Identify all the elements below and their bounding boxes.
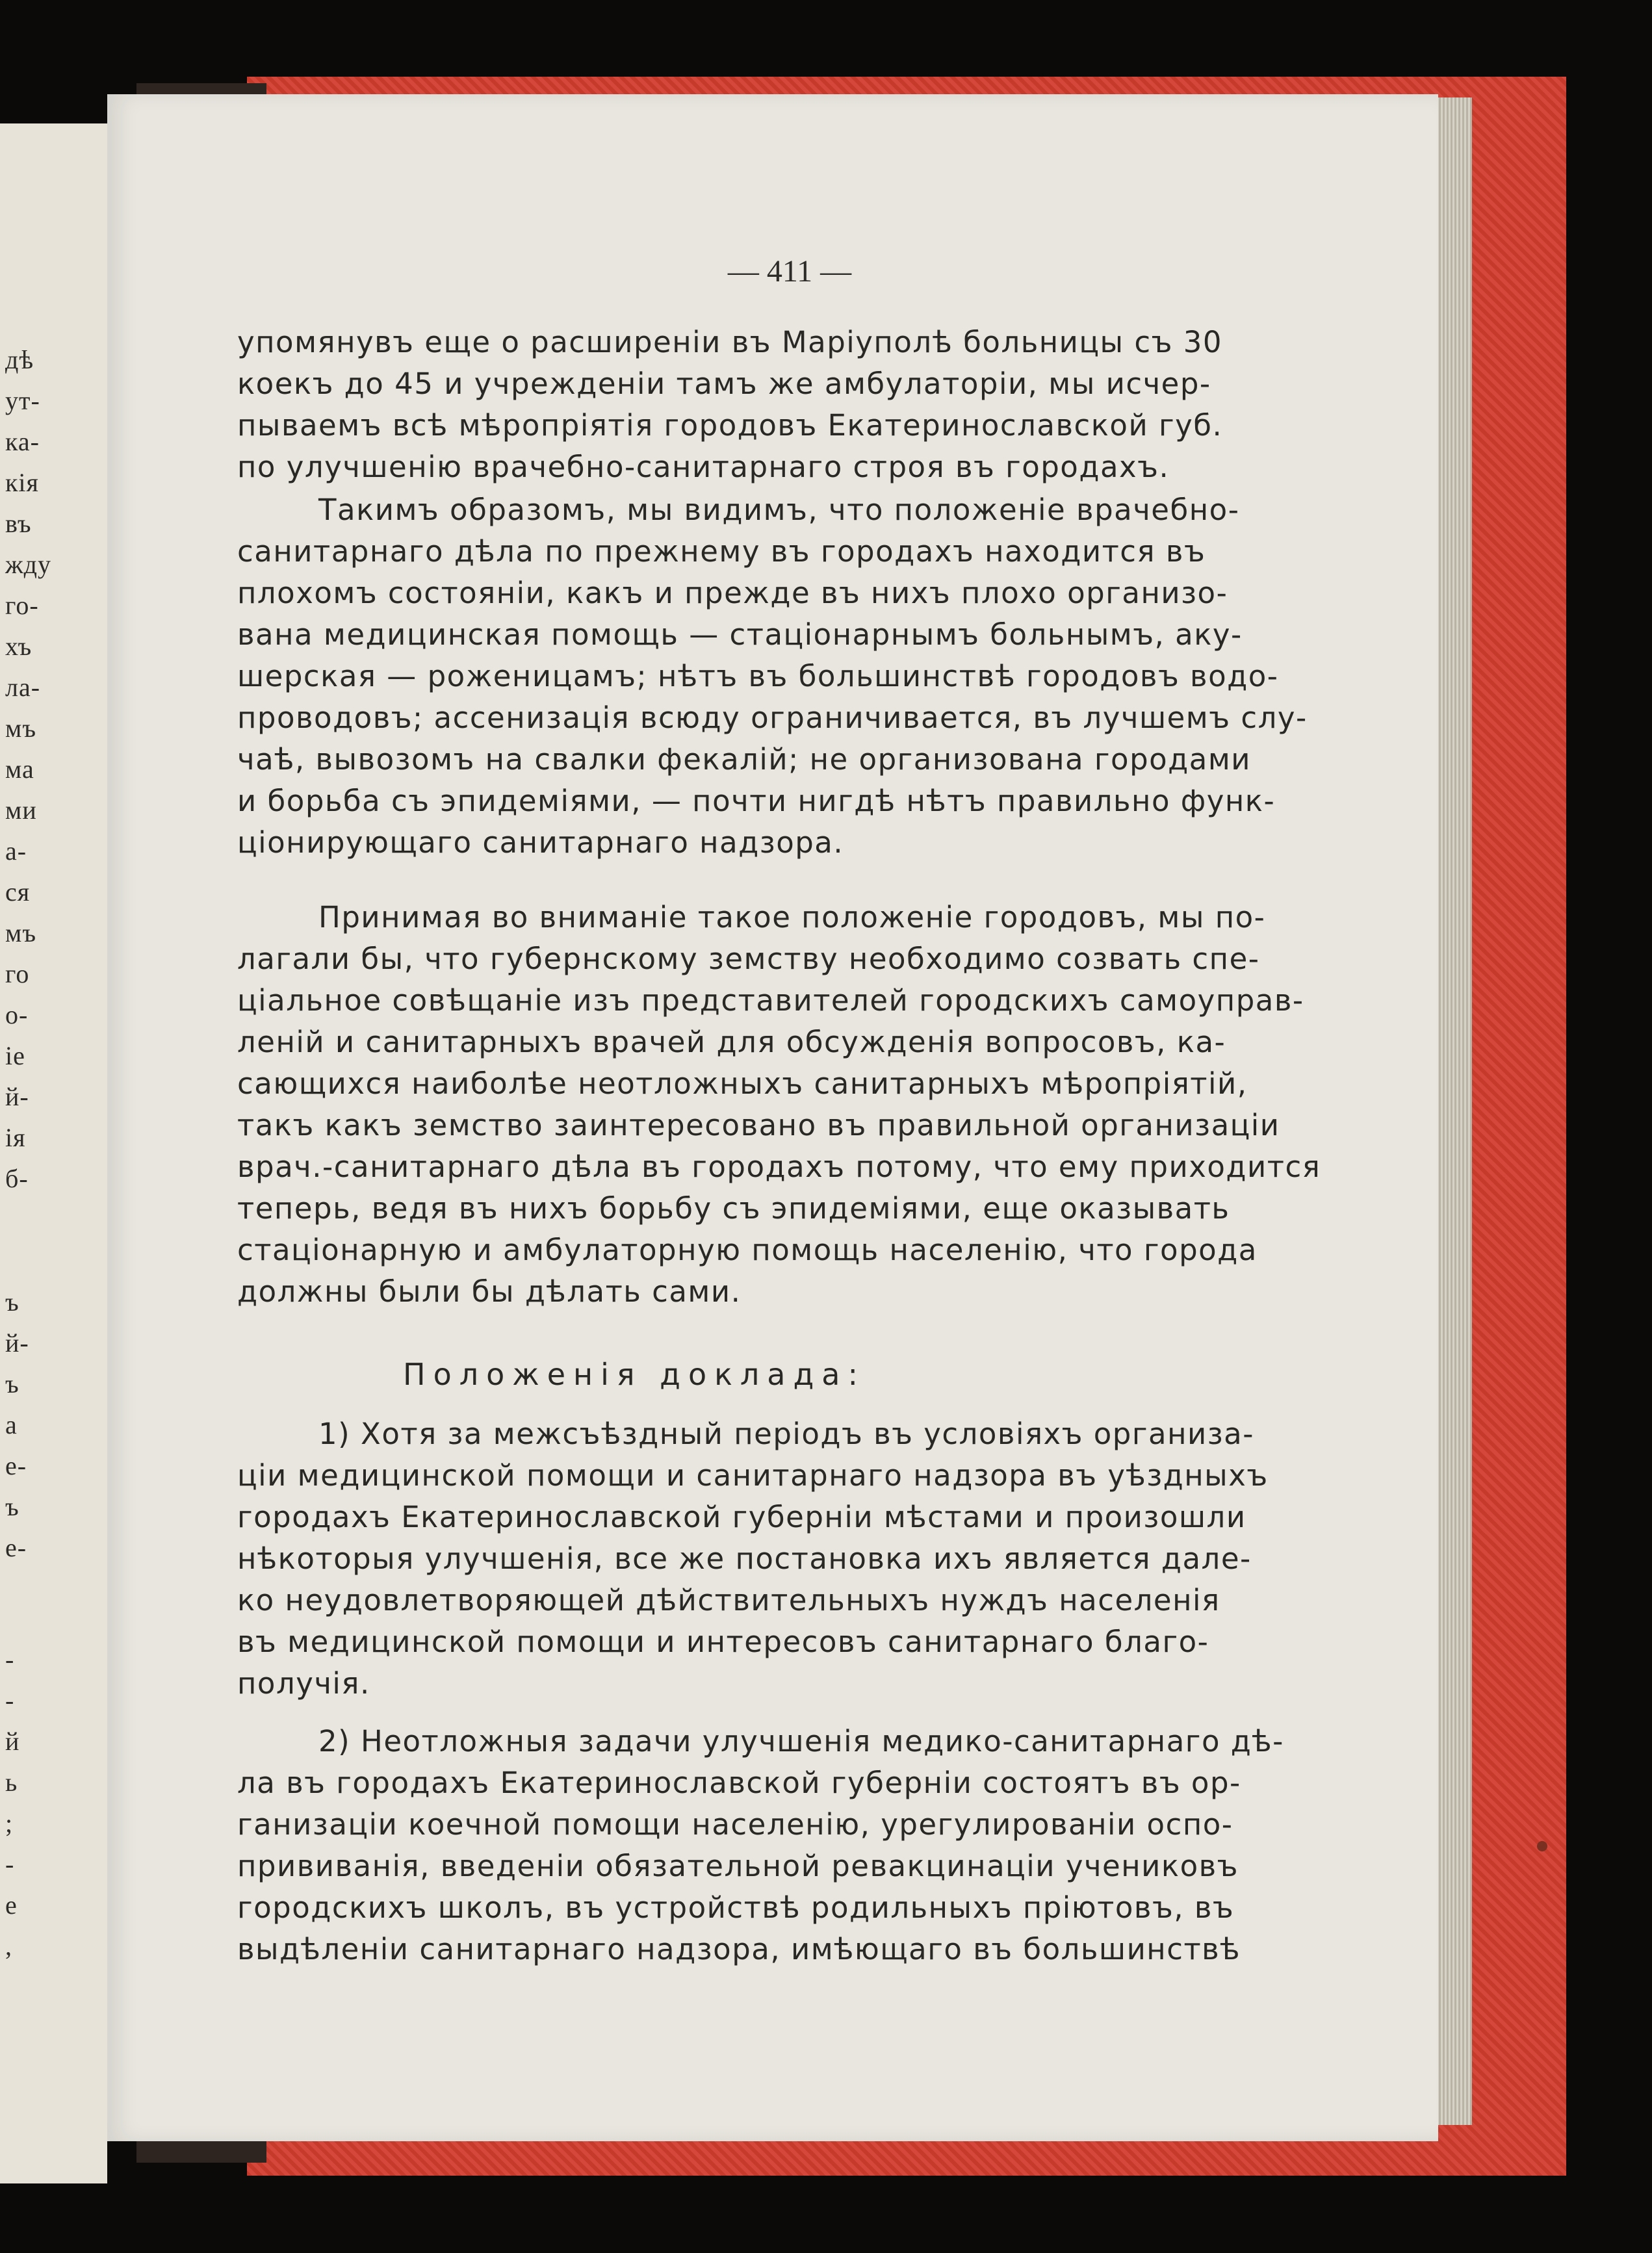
left-page-text: го <box>5 959 30 988</box>
left-page-text: а <box>5 1410 18 1439</box>
left-page-text: ма <box>5 754 34 784</box>
left-page-text: ми <box>5 795 37 825</box>
ink-spot <box>1537 1841 1547 1851</box>
left-page-text: е <box>5 1890 18 1920</box>
text-line: получія. <box>237 1666 370 1701</box>
text-line: такъ какъ земство заинтересовано въ правильной организаціи <box>237 1108 1280 1142</box>
left-page-text: дѣ <box>5 345 34 374</box>
text-line: и борьба съ эпидеміями, — почти нигдѣ нѣтъ правильно функ- <box>237 784 1276 818</box>
text-line: ганизаціи коечной помощи населенію, урегулированіи оспо- <box>237 1807 1233 1842</box>
left-page-text: кія <box>5 468 39 497</box>
page-number: — 411 — <box>727 254 852 289</box>
text-line: Такимъ образомъ, мы видимъ, что положеніе врачебно- <box>318 493 1240 527</box>
left-page-text: - <box>5 1849 15 1879</box>
text-line: нѣкоторыя улучшенія, все же постановка ихъ является дале- <box>237 1541 1252 1576</box>
text-line: ціальное совѣщаніе изъ представителей городскихъ самоуправ- <box>237 983 1304 1018</box>
text-line: плохомъ состояніи, какъ и прежде въ нихъ плохо организо- <box>237 576 1228 610</box>
left-page-text: - <box>5 1686 15 1715</box>
text-line: врач.-санитарнаго дѣла въ городахъ потому, что ему приходится <box>237 1150 1321 1184</box>
text-line: должны были бы дѣлать сами. <box>237 1274 742 1309</box>
text-line: прививанія, введеніи обязательной ревакцинаціи учениковъ <box>237 1849 1239 1883</box>
left-page-text: о- <box>5 1000 29 1029</box>
left-page-text: - <box>5 1645 15 1674</box>
text-line: ко неудовлетворяющей дѣйствительныхъ нуждъ населенія <box>237 1583 1220 1617</box>
text-line: шерская — роженицамъ; нѣтъ въ большинствѣ городовъ водо- <box>237 659 1279 693</box>
text-line: вана медицинская помощь — стаціонарнымъ больнымъ, аку- <box>237 617 1243 652</box>
left-page-text: въ <box>5 509 32 538</box>
page-edges <box>1433 97 1472 2125</box>
left-page-text: хъ <box>5 632 32 661</box>
left-page-text: ъ <box>5 1287 19 1317</box>
text-line: въ медицинской помощи и интересовъ санитарнаго благо- <box>237 1625 1209 1659</box>
text-line: выдѣленіи санитарнаго надзора, имѣющаго въ большинствѣ <box>237 1932 1241 1966</box>
text-line: стаціонарную и амбулаторную помощь населенію, что города <box>237 1233 1258 1267</box>
text-line: лагали бы, что губернскому земству необходимо созвать спе- <box>237 942 1260 976</box>
text-line: леній и санитарныхъ врачей для обсужденія вопросовъ, ка- <box>237 1025 1226 1059</box>
left-page-text: ка- <box>5 427 40 456</box>
text-line: ціи медицинской помощи и санитарнаго надзора въ уѣздныхъ <box>237 1458 1269 1493</box>
text-line: 2) Неотложныя задачи улучшенія медико-санитарнаго дѣ- <box>318 1724 1284 1758</box>
left-page-text: е- <box>5 1533 27 1562</box>
left-page-text: ъ <box>5 1492 19 1521</box>
left-page-text: й- <box>5 1082 29 1111</box>
left-page-text: ъ <box>5 1369 19 1398</box>
text-line: ціонирующаго санитарнаго надзора. <box>237 825 844 860</box>
left-page-text: а- <box>5 836 27 866</box>
text-line: проводовъ; ассенизація всюду ограничивается, въ лучшемъ слу- <box>237 701 1308 735</box>
left-page <box>0 123 107 2183</box>
text-line: чаѣ, вывозомъ на свалки фекалій; не организована городами <box>237 742 1252 777</box>
text-line: санитарнаго дѣла по прежнему въ городахъ находится въ <box>237 534 1206 569</box>
left-page-text: іе <box>5 1041 25 1070</box>
text-line: упомянувъ еще о расширеніи въ Маріуполѣ больницы съ 30 <box>237 325 1222 359</box>
text-line: 1) Хотя за межсъѣздный періодъ въ условіяхъ организа- <box>318 1417 1254 1451</box>
text-line: городскихъ школъ, въ устройствѣ родильныхъ пріютовъ, въ <box>237 1890 1235 1925</box>
text-line: сающихся наиболѣе неотложныхъ санитарныхъ мѣропріятій, <box>237 1066 1248 1101</box>
left-page-text: ла- <box>5 673 41 702</box>
left-page-text: мъ <box>5 918 36 947</box>
text-line: пываемъ всѣ мѣропріятія городовъ Екатеринославской губ. <box>237 408 1223 443</box>
left-page-text: ; <box>5 1809 14 1838</box>
left-page-text: ся <box>5 877 31 907</box>
left-page-text: жду <box>5 550 51 579</box>
text-line: коекъ до 45 и учрежденіи тамъ же амбулаторіи, мы исчер- <box>237 367 1211 401</box>
left-page-text: , <box>5 1931 12 1961</box>
left-page-text: мъ <box>5 714 36 743</box>
left-page-text: ь <box>5 1768 18 1797</box>
text-line: теперь, ведя въ нихъ борьбу съ эпидеміями, еще оказывать <box>237 1191 1230 1226</box>
text-line: ла въ городахъ Екатеринославской губерніи состоятъ въ ор- <box>237 1766 1241 1800</box>
left-page-text: й- <box>5 1328 29 1358</box>
left-page-text: ут- <box>5 386 40 415</box>
right-page <box>107 94 1438 2141</box>
text-line: Принимая во вниманіе такое положеніе городовъ, мы по- <box>318 900 1266 934</box>
left-page-text: го- <box>5 591 39 620</box>
left-page-text: ія <box>5 1123 26 1152</box>
left-page-text: б- <box>5 1164 29 1193</box>
section-heading: Положенія доклада: <box>403 1357 866 1392</box>
left-page-text: е- <box>5 1451 27 1480</box>
left-page-text: й <box>5 1727 20 1756</box>
text-line: по улучшенію врачебно-санитарнаго строя въ городахъ. <box>237 450 1170 484</box>
text-line: городахъ Екатеринославской губерніи мѣстами и произошли <box>237 1500 1246 1534</box>
